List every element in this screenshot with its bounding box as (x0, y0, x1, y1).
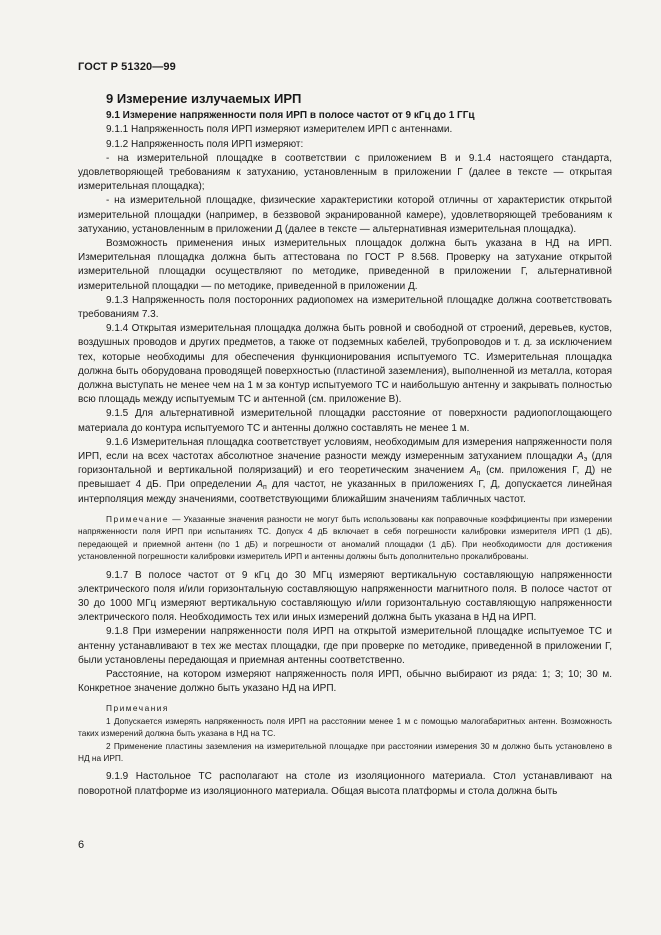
subsection-title: 9.1 Измерение напряженности поля ИРП в полосе частот от 9 кГц до 1 ГГц (106, 110, 475, 122)
text-run: (см. приложения Г, Д) не превышает 4 дБ. При определении (78, 465, 612, 491)
paragraph-9-1-3: 9.1.3 Напряженность поля посторонних радиопомех на измерительной площадке должна соответствовать требованиям 7.3. (78, 294, 612, 321)
section-title: 9 Измерение излучаемых ИРП (106, 91, 302, 106)
paragraph-9-1-7: 9.1.7 В полосе частот от 9 кГц до 30 МГц измеряют вертикальную составляющую напряженности электрического поля и/или горизонтальную составляющую напряженности магнитного поля. В полосе частот от 30 до 1000 МГц измеряют вертикальную составляющую и/или горизонтальную составляющую напряженности электрического поля. Необходимость тех или иных измерений должна быть указана в НД на ИРП. (78, 569, 612, 624)
paragraph-9-1-2: 9.1.2 Напряженность поля ИРП измеряют: (106, 138, 304, 150)
note-block (78, 513, 612, 563)
note-item-1: 1 Допускается измерять напряженность поля ИРП на расстоянии менее 1 м с помощью малогабаритных антенн. Возможность таких измерений должна быть указана в НД на ТС. (78, 715, 612, 739)
note-paragraph (78, 513, 612, 563)
symbol: А (469, 465, 477, 477)
notes-label: Примечания (106, 703, 169, 714)
paragraph-distance: Расстояние, на котором измеряют напряженность поля ИРП, обычно выбирают из ряда: 1; 3; 10; 30 м. Конкретное значение должно быть указано НД на ИРП. (78, 668, 612, 695)
note-label: Примечание (106, 513, 170, 524)
paragraph-9-1-8: 9.1.8 При измерении напряженности поля ИРП на открытой измерительной площадке испытуемое ТС и антенну устанавливают в тех же местах площадки, где при проверке по методике, приведенной в приложении Г, были установлены передающая и приемная антенны соответственно. (78, 626, 612, 666)
note-item-2: 2 Применение пластины заземления на измерительной площадке при расстоянии измерения 30 м должно быть установлено в НД на ИРП. (78, 740, 612, 763)
subscript: п (263, 484, 267, 492)
page-number: 6 (78, 839, 85, 851)
paragraph-9-1-5: 9.1.5 Для альтернативной измерительной площадки расстояние от поверхности радиопоглощающего материала до контура испытуемого ТС и антенны должно составлять не менее 1 м. (78, 408, 612, 434)
list-item-alt-site: - на измерительной площадке, физические характеристики которой отличны от характеристик открытой измерительной площадки (например, в беззвовой экранированной камере), удовлетворяющей требованиям к затуханию, установленным в приложении Д (далее в тексте — альтернативная измерительная площадка). (78, 195, 612, 235)
note-text: — Указанные значения разности не могут быть использованы как поправочные коэффициенты при измерении напряженности поля ИРП при испытаниях ТС. Допуск 4 дБ включает в себя погрешности калибровки измерителя ИРП (1 дБ), передающей и приемной антенн (по 1 дБ) и погрешности от аномалий площадки (1 дБ). При необходимости для достижения установленной погрешности калибровки измеритель ИРП и антенны должны быть дополнительно прокалиброваны. (78, 513, 612, 562)
paragraph-possibility: Возможность применения иных измерительных площадок должна быть указана в НД на ИРП. Измерительная площадка должна быть аттестована по ГОСТ Р 8.568. Проверку на затухание открытой измерительной площадки осуществляют по методике, приведенной в приложении Г, альтернативной измерительной площадки — по методике, приведенной в приложении Д. (78, 238, 612, 292)
paragraph-9-1-4: 9.1.4 Открытая измерительная площадка должна быть ровной и свободной от строений, деревьев, кустов, воздушных проводов и других предметов, а также от подземных кабелей, трубопроводов и т. д. за исключением тех, которые необходимы для обеспечения функционирования испытуемого ТС. Измерительная площадка должна быть оборудована проводящей поверхностью (пластиной заземления), выполненной из металла, которая должна выступать не менее чем на 1 м за контур испытуемого ТС и наибольшую антенну и закрывать полностью всю площадь между испытуемым ТС и антенной (см. приложение В). (78, 323, 612, 406)
symbol: А (577, 451, 584, 463)
subscript: п (476, 470, 481, 478)
list-item-open-site: - на измерительной площадке в соответствии с приложением В и 9.1.4 настоящего стандарта, удовлетворяющей требованиям к затуханию, установленным в приложении Г (далее в тексте — открытая измерительная площадка); (78, 152, 612, 193)
paragraph-9-1-9: 9.1.9 Настольное ТС располагают на столе из изоляционного материала. Стол устанавливают на поворотной платформе из изоляционного материала. Общая высота платформы и стола должна быть (78, 771, 612, 797)
text-run: (для горизонтальной и вертикальной поляризаций) и его теоретическим значением (78, 451, 612, 477)
text-run: 9.1.6 Измерительная площадка соответствует условиям, необходимым для измерения напряженности поля ИРП, если на всех частотах абсолютное значение разности между измеренным затуханием площадки (78, 436, 612, 463)
page-content (78, 88, 612, 799)
standard-header: ГОСТ Р 51320—99 (78, 61, 176, 73)
paragraph-9-1-1: 9.1.1 Напряженность поля ИРП измеряют измерителем ИРП с антеннами. (106, 124, 453, 136)
notes-block (78, 702, 612, 764)
symbol: А (256, 479, 264, 491)
text-run: для частот, не указанных в приложениях Г, Д, допускается линейная интерполяция между значениями, соответствующими ближайшим значениям табличных частот. (78, 479, 612, 505)
paragraph-9-1-6 (78, 436, 612, 507)
subscript: э (583, 456, 588, 464)
